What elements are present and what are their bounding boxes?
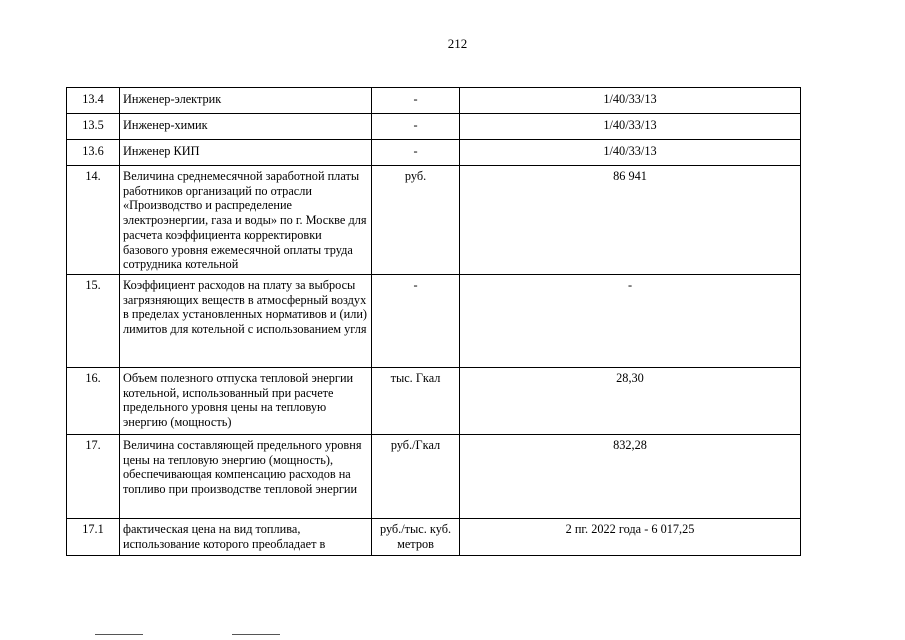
table-row — [67, 166, 801, 275]
parameter-name: Величина среднемесячной заработной платы работников организаций по отрасли «Производство и распределение электроэнергии, газа и воды» по г. Москве для расчета коэффициента корректировки базового уровня ежемесячной оплаты труда сотрудника котельной — [120, 166, 372, 275]
row-number: 17. — [67, 435, 120, 519]
unit-of-measure: - — [372, 140, 460, 166]
parameter-value: 1/40/33/13 — [460, 114, 801, 140]
parameter-value: 2 пг. 2022 года - 6 017,25 — [460, 519, 801, 556]
unit-of-measure: - — [372, 88, 460, 114]
parameter-value: - — [460, 275, 801, 368]
table-row — [67, 140, 801, 166]
parameter-value: 1/40/33/13 — [460, 140, 801, 166]
unit-of-measure: - — [372, 114, 460, 140]
table-row — [67, 88, 801, 114]
parameter-value: 1/40/33/13 — [460, 88, 801, 114]
page-number: 212 — [447, 36, 468, 51]
parameter-name: фактическая цена на вид топлива, использование которого преобладает в — [120, 519, 372, 556]
parameter-name: Инженер КИП — [120, 140, 372, 166]
table-row — [67, 519, 801, 556]
row-number: 13.6 — [67, 140, 120, 166]
row-number: 16. — [67, 368, 120, 435]
table-row — [67, 114, 801, 140]
table-row — [67, 368, 801, 435]
parameter-name: Величина составляющей предельного уровня цены на тепловую энергию (мощность), обеспечивающая компенсацию расходов на топливо при производстве тепловой энергии — [120, 435, 372, 519]
parameter-name: Коэффициент расходов на плату за выбросы загрязняющих веществ в атмосферный воздух в пределах установленных нормативов и (или) лимитов для котельной с использованием угля — [120, 275, 372, 368]
footer-rule — [95, 634, 143, 635]
row-number: 13.4 — [67, 88, 120, 114]
parameter-name: Инженер-химик — [120, 114, 372, 140]
parameter-value: 86 941 — [460, 166, 801, 275]
tariff-parameters-table — [66, 87, 801, 556]
parameter-value: 28,30 — [460, 368, 801, 435]
table-row — [67, 275, 801, 368]
unit-of-measure: тыс. Гкал — [372, 368, 460, 435]
row-number: 15. — [67, 275, 120, 368]
unit-of-measure: - — [372, 275, 460, 368]
row-number: 14. — [67, 166, 120, 275]
row-number: 17.1 — [67, 519, 120, 556]
unit-of-measure: руб./тыс. куб. метров — [372, 519, 460, 556]
parameter-value: 832,28 — [460, 435, 801, 519]
parameter-name: Объем полезного отпуска тепловой энергии котельной, использованный при расчете предельного уровня цены на тепловую энергию (мощность) — [120, 368, 372, 435]
unit-of-measure: руб./Гкал — [372, 435, 460, 519]
parameter-name: Инженер-электрик — [120, 88, 372, 114]
unit-of-measure: руб. — [372, 166, 460, 275]
table-row — [67, 435, 801, 519]
row-number: 13.5 — [67, 114, 120, 140]
footer-rule — [232, 634, 280, 635]
